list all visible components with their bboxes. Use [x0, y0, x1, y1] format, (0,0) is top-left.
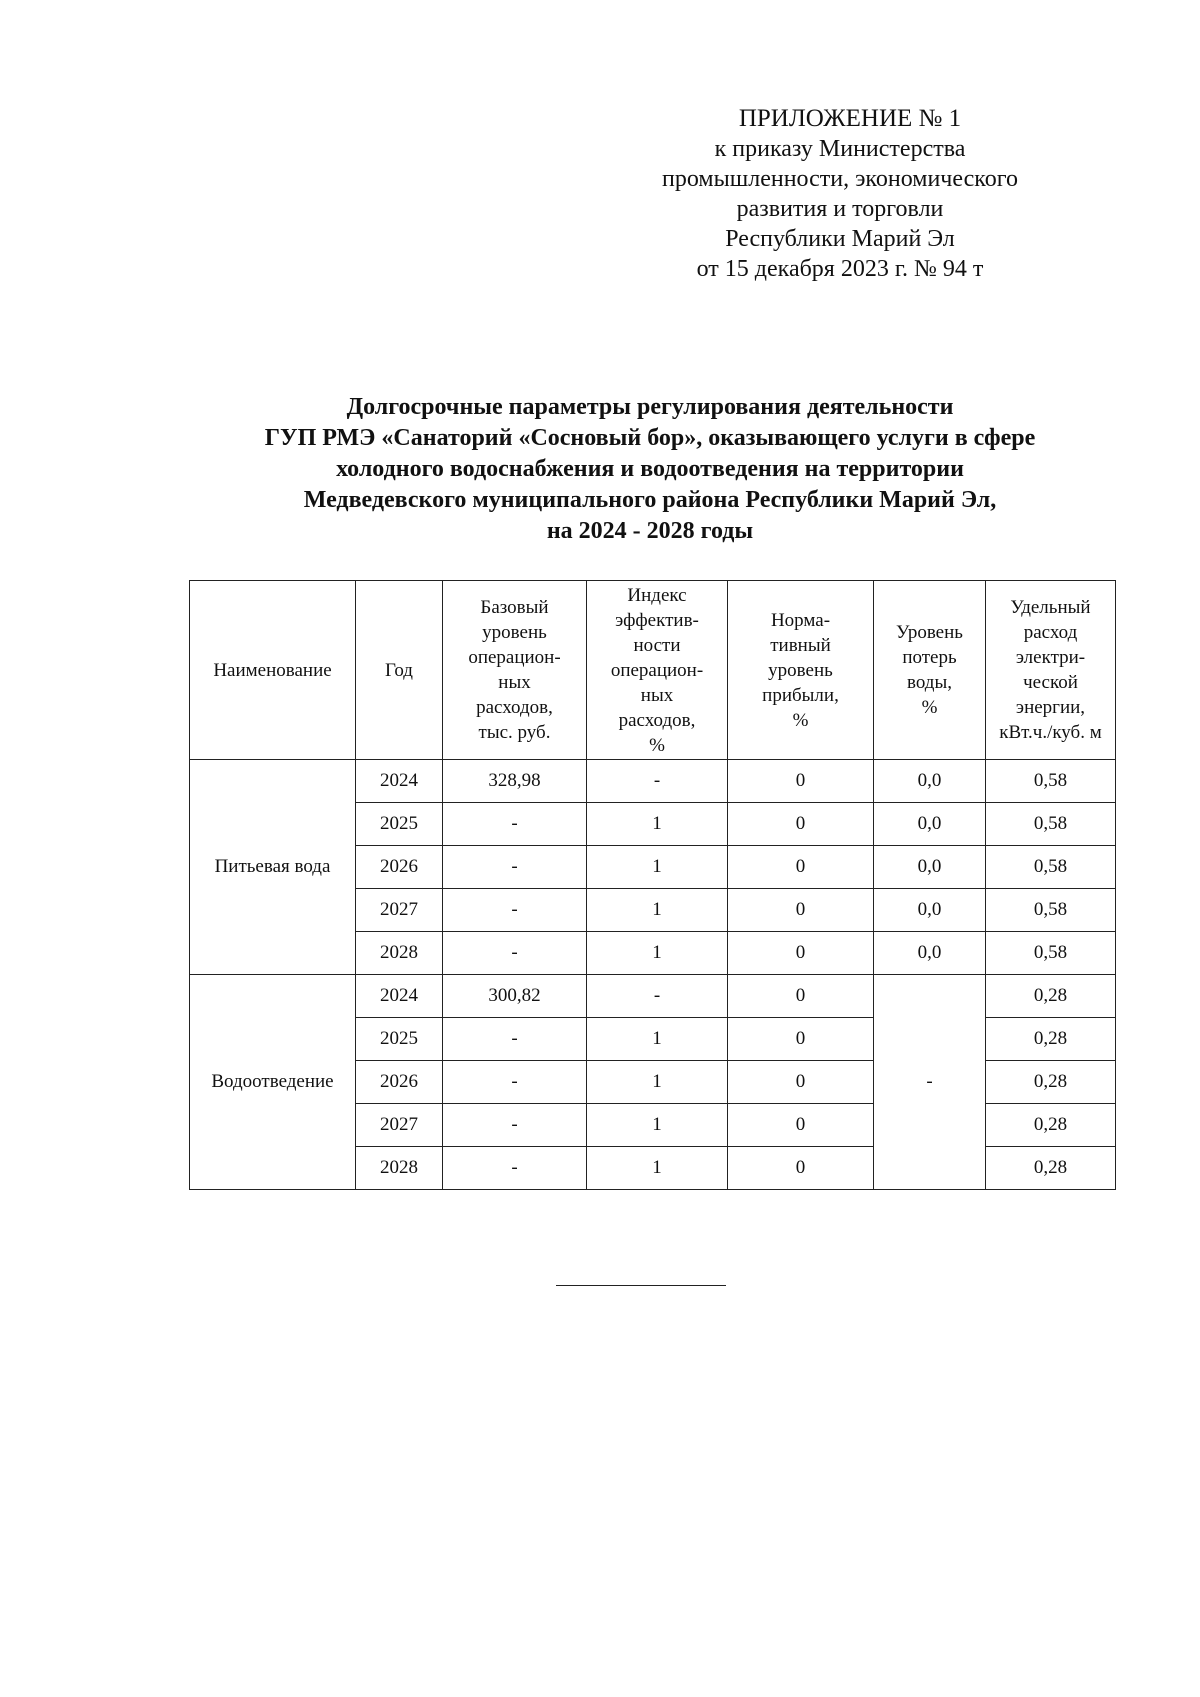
- cell-efficiency-index: 1: [587, 1018, 728, 1061]
- cell-year: 2024: [356, 975, 443, 1018]
- header-energy: [986, 581, 1116, 760]
- header-name: [190, 581, 356, 760]
- title-line: Медведевского муниципального района Республики Марий Эл,: [303, 487, 997, 513]
- cell-base-cost: -: [443, 1061, 587, 1104]
- header-line: уровень: [768, 659, 833, 681]
- cell-year: 2028: [356, 1147, 443, 1190]
- header-line: кВт.ч./куб. м: [999, 722, 1102, 743]
- header-efficiency-index: [587, 581, 728, 760]
- cell-efficiency-index: 1: [587, 846, 728, 889]
- cell-year: 2025: [356, 1018, 443, 1061]
- header-water-loss: [874, 581, 986, 760]
- appendix-line: Республики Марий Эл: [725, 226, 955, 252]
- cell-profit-level: 0: [728, 1104, 874, 1147]
- cell-year: 2024: [356, 760, 443, 803]
- cell-base-cost: -: [443, 846, 587, 889]
- cell-year: 2028: [356, 932, 443, 975]
- parameters-table: [189, 580, 1116, 1190]
- cell-energy: 0,58: [986, 846, 1116, 889]
- cell-efficiency-index: 1: [587, 932, 728, 975]
- header-line: Уровень: [896, 622, 963, 643]
- cell-year: 2026: [356, 846, 443, 889]
- cell-energy: 0,58: [986, 932, 1116, 975]
- header-line: Норма-: [770, 609, 831, 631]
- cell-profit-level: 0: [728, 760, 874, 803]
- header-line: ности: [633, 634, 681, 656]
- cell-year: 2026: [356, 1061, 443, 1104]
- cell-energy: 0,28: [986, 975, 1116, 1018]
- header-line: Удельный: [1010, 597, 1091, 618]
- appendix-block: [600, 104, 1080, 284]
- header-line: потерь: [902, 647, 957, 668]
- title-line: на 2024 - 2028 годы: [546, 518, 754, 544]
- appendix-line: промышленности, экономического: [662, 166, 1018, 192]
- cell-profit-level: 0: [728, 1018, 874, 1061]
- header-line: ных: [640, 684, 674, 706]
- appendix-heading: ПРИЛОЖЕНИЕ № 1: [738, 105, 962, 132]
- cell-energy: 0,28: [986, 1061, 1116, 1104]
- cell-efficiency-index: -: [587, 760, 728, 803]
- header-line: расходов,: [618, 709, 696, 731]
- cell-water-loss: 0,0: [874, 846, 986, 889]
- cell-efficiency-index: 1: [587, 1104, 728, 1147]
- cell-energy: 0,28: [986, 1018, 1116, 1061]
- header-profit-level: [728, 581, 874, 760]
- header-line: энергии,: [1015, 697, 1086, 718]
- header-line: воды,: [907, 672, 952, 693]
- header-line: тыс. руб.: [478, 722, 551, 743]
- header-line: ных: [498, 672, 531, 693]
- cell-base-cost: -: [443, 1147, 587, 1190]
- header-line: расходов,: [476, 697, 553, 718]
- cell-energy: 0,58: [986, 889, 1116, 932]
- cell-profit-level: 0: [728, 846, 874, 889]
- header-line: Наименование: [213, 659, 332, 681]
- header-line: прибыли,: [762, 684, 839, 706]
- cell-energy: 0,58: [986, 760, 1116, 803]
- table-row: [190, 975, 1116, 1018]
- end-separator-line: [556, 1285, 726, 1286]
- cell-base-cost: 300,82: [443, 975, 587, 1018]
- header-line: ческой: [1023, 672, 1078, 693]
- header-line: Индекс: [627, 584, 687, 606]
- header-line: %: [649, 734, 665, 756]
- appendix-line: от 15 декабря 2023 г. № 94 т: [696, 256, 984, 282]
- cell-efficiency-index: 1: [587, 889, 728, 932]
- cell-water-loss: 0,0: [874, 803, 986, 846]
- group-name-wastewater: Водоотведение: [190, 975, 356, 1190]
- cell-profit-level: 0: [728, 803, 874, 846]
- cell-base-cost: -: [443, 889, 587, 932]
- header-line: Год: [385, 659, 413, 681]
- cell-efficiency-index: 1: [587, 1147, 728, 1190]
- header-line: %: [792, 709, 809, 731]
- header-base-cost: [443, 581, 587, 760]
- title-line: Долгосрочные параметры регулирования деятельности: [346, 394, 954, 420]
- cell-water-loss: 0,0: [874, 760, 986, 803]
- header-line: %: [921, 697, 938, 718]
- cell-energy: 0,28: [986, 1104, 1116, 1147]
- cell-energy: 0,28: [986, 1147, 1116, 1190]
- header-line: тивный: [770, 634, 831, 656]
- table-header-row: [190, 581, 1116, 760]
- cell-water-loss-merged: -: [874, 975, 986, 1190]
- title-line: холодного водоснабжения и водоотведения на территории: [336, 456, 964, 482]
- document-title: [160, 392, 1140, 547]
- header-line: эффектив-: [615, 609, 699, 631]
- header-line: операцион-: [468, 647, 561, 668]
- cell-profit-level: 0: [728, 889, 874, 932]
- cell-base-cost: -: [443, 1104, 587, 1147]
- cell-profit-level: 0: [728, 975, 874, 1018]
- cell-efficiency-index: 1: [587, 1061, 728, 1104]
- group-name-drinking-water: Питьевая вода: [190, 760, 356, 975]
- cell-profit-level: 0: [728, 932, 874, 975]
- header-line: расход: [1023, 622, 1078, 643]
- title-line: ГУП РМЭ «Санаторий «Сосновый бор», оказывающего услуги в сфере: [264, 425, 1036, 451]
- header-line: электри-: [1015, 647, 1086, 668]
- cell-water-loss: 0,0: [874, 889, 986, 932]
- cell-base-cost: -: [443, 803, 587, 846]
- cell-efficiency-index: 1: [587, 803, 728, 846]
- header-line: Базовый: [480, 597, 549, 618]
- cell-profit-level: 0: [728, 1147, 874, 1190]
- cell-base-cost: -: [443, 1018, 587, 1061]
- cell-energy: 0,58: [986, 803, 1116, 846]
- cell-year: 2025: [356, 803, 443, 846]
- cell-water-loss: 0,0: [874, 932, 986, 975]
- cell-efficiency-index: -: [587, 975, 728, 1018]
- appendix-line: к приказу Министерства: [714, 136, 966, 162]
- cell-base-cost: 328,98: [443, 760, 587, 803]
- cell-base-cost: -: [443, 932, 587, 975]
- cell-profit-level: 0: [728, 1061, 874, 1104]
- cell-year: 2027: [356, 889, 443, 932]
- table-row: [190, 760, 1116, 803]
- header-line: уровень: [482, 622, 547, 643]
- appendix-line: развития и торговли: [736, 196, 944, 222]
- header-line: операцион-: [610, 659, 704, 681]
- header-year: [356, 581, 443, 760]
- cell-year: 2027: [356, 1104, 443, 1147]
